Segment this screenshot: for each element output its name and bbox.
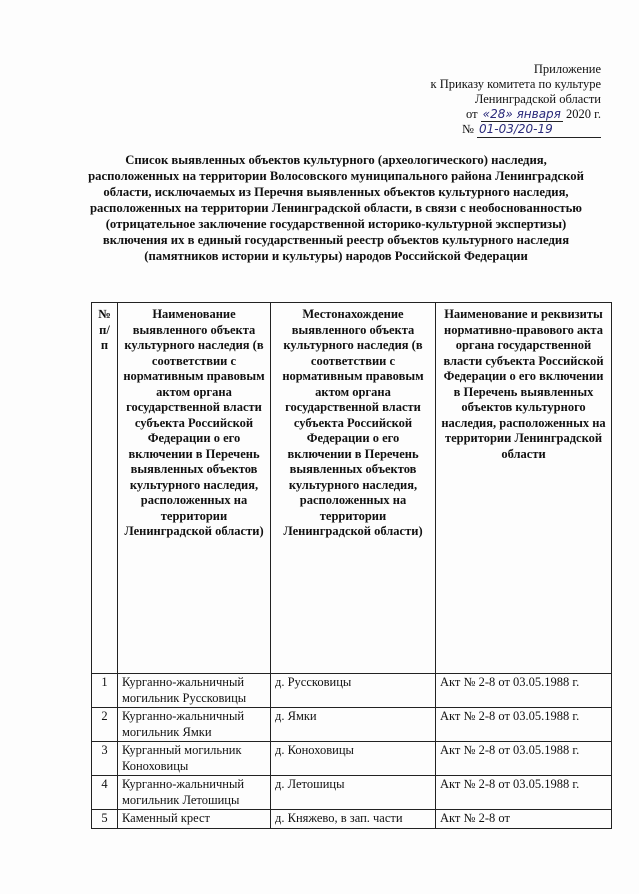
row-object-name: Каменный крест: [118, 810, 271, 829]
row-location: д. Летошицы: [271, 776, 436, 810]
objects-table: [91, 302, 612, 829]
table-row: [92, 674, 612, 708]
row-num: 3: [92, 742, 118, 776]
table-row: [92, 708, 612, 742]
appendix-order-ref: к Приказу комитета по культуре: [430, 77, 601, 91]
row-legal-act: Акт № 2-8 от 03.05.1988 г.: [436, 776, 612, 810]
row-legal-act: Акт № 2-8 от 03.05.1988 г.: [436, 742, 612, 776]
row-num: 1: [92, 674, 118, 708]
appendix-date-row: [341, 107, 601, 122]
appendix-block: [341, 62, 601, 138]
date-handwritten: «28» января: [482, 107, 561, 121]
row-location: д. Княжево, в зап. части: [271, 810, 436, 829]
row-location: д. Ямки: [271, 708, 436, 742]
document-title: Список выявленных объектов культурного (археологического) наследия, расположенных на территории Волосовского муниципального района Ленинградской области, исключаемых из Перечня выявленных объектов культурного наследия, расположенных на территории Ленинградской области, в связи с необоснованностью (отрицательное заключение государственной историко-культурной экспертизы) включения их в единый государственный реестр объектов культурного наследия (памятников истории и культуры) народов Российской Федерации: [88, 153, 584, 263]
row-object-name: Курганно-жальничный могильник Летошицы: [118, 776, 271, 810]
header-num: № п/п: [92, 303, 118, 674]
row-location: д. Коноховицы: [271, 742, 436, 776]
row-num: 5: [92, 810, 118, 829]
header-location: Местонахождение выявленного объекта культурного наследия (в соответствии с нормативным правовым актом органа государственной власти субъекта Российской Федерации о его включении в Перечень выявленных объектов культурного наследия, расположенных на территории Ленинградской области): [271, 303, 436, 674]
row-num: 2: [92, 708, 118, 742]
appendix-number-row: [341, 122, 601, 138]
header-object-name: Наименование выявленного объекта культурного наследия (в соответствии с нормативным правовым актом органа государственной власти субъекта Российской Федерации о его включении в Перечень выявленных объектов культурного наследия, расположенных на территории Ленинградской области): [118, 303, 271, 674]
row-legal-act: Акт № 2-8 от: [436, 810, 612, 829]
row-object-name: Курганно-жальничный могильник Руссковицы: [118, 674, 271, 708]
row-num: 4: [92, 776, 118, 810]
row-object-name: Курганный могильник Коноховицы: [118, 742, 271, 776]
appendix-region: Ленинградской области: [474, 92, 601, 106]
table-row: [92, 776, 612, 810]
row-legal-act: Акт № 2-8 от 03.05.1988 г.: [436, 674, 612, 708]
row-legal-act: Акт № 2-8 от 03.05.1988 г.: [436, 708, 612, 742]
row-object-name: Курганно-жальничный могильник Ямки: [118, 708, 271, 742]
row-location: д. Руссковицы: [271, 674, 436, 708]
table-row: [92, 742, 612, 776]
number-handwritten: 01-03/20-19: [477, 122, 601, 138]
table-row: [92, 810, 612, 829]
number-prefix: №: [461, 122, 474, 136]
date-prefix: от: [465, 107, 478, 121]
appendix-heading: Приложение: [533, 62, 601, 76]
table-header-row: [92, 303, 612, 674]
date-year: 2020 г.: [566, 107, 601, 121]
header-legal-act: Наименование и реквизиты нормативно-правового акта органа государственной власти субъекта Российской Федерации о его включении в Перечень выявленных объектов культурного наследия, расположенных на территории Ленинградской области: [436, 303, 612, 674]
